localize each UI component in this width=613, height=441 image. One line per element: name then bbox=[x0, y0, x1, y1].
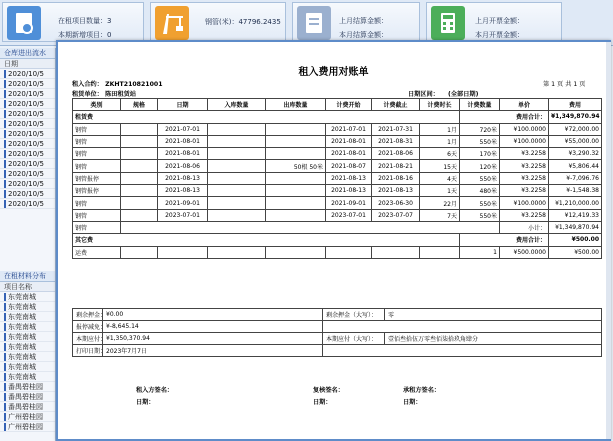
material-row[interactable]: 东莞南城 bbox=[0, 352, 55, 362]
summary-body bbox=[73, 309, 602, 357]
cell-in bbox=[208, 185, 266, 197]
material-row[interactable]: 番禺碧桂园 bbox=[0, 392, 55, 402]
cell-in bbox=[208, 209, 266, 221]
summary-label-2: 剩余押金（大写）： bbox=[323, 309, 385, 321]
cell-empty bbox=[121, 246, 158, 258]
cell-out bbox=[266, 123, 326, 135]
cell-cat: 钢管 bbox=[73, 209, 121, 221]
cell-in bbox=[208, 172, 266, 184]
summary-label: 剩余押金： bbox=[73, 309, 103, 321]
material-row[interactable]: 广州碧桂园 bbox=[0, 422, 55, 432]
signature-date: 日期： bbox=[313, 399, 332, 406]
material-row[interactable]: 东莞南城 bbox=[0, 292, 55, 302]
material-row[interactable]: 东莞南城 bbox=[0, 362, 55, 372]
cell-out bbox=[266, 148, 326, 160]
panel-title-flow: 仓库进出流水 bbox=[0, 48, 55, 59]
cell-date: 2021-08-01 bbox=[158, 135, 208, 147]
stat-settle-this: 本月结算金额： bbox=[339, 31, 388, 39]
rental-material-panel bbox=[0, 271, 55, 432]
cell-price: ¥3.2258 bbox=[500, 148, 549, 160]
table-row[interactable] bbox=[73, 185, 602, 197]
cell-start: 2021-08-07 bbox=[326, 160, 372, 172]
cell-start: 2021-08-01 bbox=[326, 148, 372, 160]
cell-cat: 钢管 bbox=[73, 148, 121, 160]
summary-row bbox=[73, 345, 602, 357]
cell-start: 2021-08-13 bbox=[326, 172, 372, 184]
summary-empty bbox=[323, 321, 602, 333]
rental-group-row-total: ¥1,349,870.94 bbox=[549, 111, 602, 123]
cell-end: 2021-08-16 bbox=[372, 172, 420, 184]
column-header: 计费截止 bbox=[372, 99, 420, 111]
table-row[interactable] bbox=[73, 123, 602, 135]
stat-invoice-last: 上月开票金额： bbox=[475, 17, 524, 25]
signature-date: 日期： bbox=[403, 399, 422, 406]
cell-fee: ¥12,419.33 bbox=[549, 209, 602, 221]
cell-fee: ¥-1,548.38 bbox=[549, 185, 602, 197]
table-row[interactable] bbox=[73, 148, 602, 160]
cell-in bbox=[208, 123, 266, 135]
cell-qty: 720米 bbox=[460, 123, 500, 135]
stat-settlement[interactable] bbox=[292, 2, 420, 42]
cell-qty: 480米 bbox=[460, 185, 500, 197]
date-range-value: (全部日期) bbox=[448, 91, 479, 98]
column-header: 日期 bbox=[158, 99, 208, 111]
cell-empty bbox=[158, 246, 208, 258]
column-header: 规格 bbox=[121, 99, 158, 111]
signature-date: 日期： bbox=[136, 399, 155, 406]
cell-spec bbox=[121, 209, 158, 221]
signature-label: 复核签名： bbox=[313, 387, 344, 394]
cell-in bbox=[208, 197, 266, 209]
cell-empty bbox=[208, 246, 266, 258]
flow-row[interactable]: 2020/10/5 bbox=[0, 129, 55, 139]
warehouse-flow-panel bbox=[0, 48, 55, 209]
cell-end: 2021-08-06 bbox=[372, 148, 420, 160]
flow-row[interactable]: 2020/10/5 bbox=[0, 149, 55, 159]
cell-qty: 170米 bbox=[460, 148, 500, 160]
other-group-row-total: ¥500.00 bbox=[549, 234, 602, 246]
cell-out bbox=[266, 135, 326, 147]
cell-empty bbox=[372, 246, 420, 258]
cell-empty bbox=[420, 246, 460, 258]
signature-label: 租入方签名： bbox=[136, 387, 174, 394]
cell-cat: 钢管报停 bbox=[73, 172, 121, 184]
cell-in bbox=[208, 135, 266, 147]
date-range-label: 日期区间： bbox=[408, 91, 439, 98]
cell-qty: 1 bbox=[460, 246, 500, 258]
cell-fee: ¥55,000.00 bbox=[549, 135, 602, 147]
column-header: 类别 bbox=[73, 99, 121, 111]
flow-row[interactable]: 2020/10/5 bbox=[0, 169, 55, 179]
flow-row[interactable]: 2020/10/5 bbox=[0, 69, 55, 79]
table-row[interactable] bbox=[73, 209, 602, 221]
cell-cat: 运费 bbox=[73, 246, 121, 258]
cell-end: 2023-07-07 bbox=[372, 209, 420, 221]
material-row[interactable]: 番禺碧桂园 bbox=[0, 382, 55, 392]
cell-out: 50根 50米 bbox=[266, 160, 326, 172]
summary-row bbox=[73, 321, 602, 333]
cell-price: ¥100.0000 bbox=[500, 135, 549, 147]
column-header: 费用 bbox=[549, 99, 602, 111]
signature-label: 承租方签名： bbox=[403, 387, 441, 394]
cell-dur: 15天 bbox=[420, 160, 460, 172]
material-list bbox=[0, 292, 55, 432]
report-window bbox=[56, 40, 611, 441]
cell-out bbox=[266, 172, 326, 184]
cell-price: ¥3.2258 bbox=[500, 172, 549, 184]
flow-row[interactable]: 2020/10/5 bbox=[0, 189, 55, 199]
cell-date: 2021-07-01 bbox=[158, 123, 208, 135]
page-indicator: 第 1 页 共 1 页 bbox=[543, 81, 586, 88]
table-row[interactable] bbox=[73, 197, 602, 209]
calculator-icon bbox=[431, 6, 465, 40]
cell-out bbox=[266, 197, 326, 209]
cell-end: 2023-06-30 bbox=[372, 197, 420, 209]
cell-spec bbox=[121, 135, 158, 147]
cell-price: ¥100.0000 bbox=[500, 197, 549, 209]
cell-price: ¥500.0000 bbox=[500, 246, 549, 258]
cell-cat: 钢管报停 bbox=[73, 185, 121, 197]
document-icon bbox=[297, 6, 331, 40]
cell-price: ¥3.2258 bbox=[500, 209, 549, 221]
material-row[interactable]: 东莞南城 bbox=[0, 372, 55, 382]
material-row[interactable]: 东莞南城 bbox=[0, 342, 55, 352]
column-header-date[interactable]: 日期 bbox=[0, 59, 55, 69]
table-row[interactable] bbox=[73, 172, 602, 184]
cell-dur: 6天 bbox=[420, 148, 460, 160]
cell-start: 2021-08-01 bbox=[326, 135, 372, 147]
cell-fee: ¥72,000.00 bbox=[549, 123, 602, 135]
cell-qty: 120米 bbox=[460, 160, 500, 172]
table-row[interactable] bbox=[73, 135, 602, 147]
stat-projects-count: 在租项目数量：3 bbox=[58, 17, 112, 25]
other-group-row-total-label: 费用合计： bbox=[460, 234, 549, 246]
stat-projects[interactable] bbox=[2, 2, 144, 42]
cell-spec bbox=[121, 185, 158, 197]
material-row[interactable]: 东莞南城 bbox=[0, 332, 55, 342]
cell-start: 2023-07-01 bbox=[326, 209, 372, 221]
cell-qty: 550米 bbox=[460, 209, 500, 221]
summary-value: ¥1,350,370.94 bbox=[103, 333, 323, 345]
cell-qty: 550米 bbox=[460, 135, 500, 147]
material-row[interactable]: 广州碧桂园 bbox=[0, 412, 55, 422]
cell-end: 2021-07-31 bbox=[372, 123, 420, 135]
table-header-row bbox=[73, 99, 602, 111]
summary-value: ¥0.00 bbox=[103, 309, 323, 321]
material-row[interactable]: 东莞南城 bbox=[0, 322, 55, 332]
lease-unit: 租赁单位： 陈田租赁站 bbox=[72, 91, 137, 98]
material-row[interactable]: 东莞南城 bbox=[0, 312, 55, 322]
cell-spec bbox=[121, 197, 158, 209]
column-header: 出库数量 bbox=[266, 99, 326, 111]
cell-spec bbox=[121, 172, 158, 184]
cell-date: 2021-08-13 bbox=[158, 172, 208, 184]
cell-date: 2023-07-01 bbox=[158, 209, 208, 221]
report-title: 租入费用对账单 bbox=[298, 67, 369, 78]
column-header: 计费数量 bbox=[460, 99, 500, 111]
flow-row[interactable]: 2020/10/5 bbox=[0, 139, 55, 149]
cell-date: 2021-09-01 bbox=[158, 197, 208, 209]
cell-qty: 550米 bbox=[460, 172, 500, 184]
other-group-row-label: 其它费 bbox=[73, 234, 460, 246]
summary-label: 报停减免： bbox=[73, 321, 103, 333]
panel-title-material: 在租材料分布 bbox=[0, 271, 55, 282]
flow-row[interactable]: 2020/10/5 bbox=[0, 119, 55, 129]
stat-settle-last: 上月结算金额： bbox=[339, 17, 388, 25]
summary-table bbox=[72, 308, 602, 357]
flow-row[interactable]: 2020/10/5 bbox=[0, 99, 55, 109]
cell-out bbox=[266, 185, 326, 197]
flow-row[interactable]: 2020/10/5 bbox=[0, 109, 55, 119]
cell-start: 2021-09-01 bbox=[326, 197, 372, 209]
cell-cat: 钢管 bbox=[73, 160, 121, 172]
material-row[interactable]: 东莞南城 bbox=[0, 302, 55, 312]
cell-fee: ¥-7,096.76 bbox=[549, 172, 602, 184]
stat-projects-new: 本期新增项目：0 bbox=[58, 31, 112, 39]
cell-spec bbox=[121, 123, 158, 135]
vertical-scrollbar[interactable] bbox=[606, 42, 611, 439]
stat-invoice-this: 本月开票金额： bbox=[475, 31, 524, 39]
summary-empty bbox=[323, 345, 602, 357]
table-body bbox=[73, 111, 602, 259]
cell-spec bbox=[121, 148, 158, 160]
stat-steel[interactable] bbox=[150, 2, 286, 42]
summary-label: 本期应付： bbox=[73, 333, 103, 345]
crane-icon bbox=[155, 6, 189, 40]
cell-end: 2021-08-21 bbox=[372, 160, 420, 172]
column-header: 计费开始 bbox=[326, 99, 372, 111]
cell-dur: 1月 bbox=[420, 123, 460, 135]
rental-group-row bbox=[73, 111, 602, 123]
cell-dur: 7天 bbox=[420, 209, 460, 221]
cell-price: ¥3.2258 bbox=[500, 185, 549, 197]
subtotal-empty bbox=[121, 221, 500, 233]
subtotal-row bbox=[73, 221, 602, 233]
flow-row[interactable]: 2020/10/5 bbox=[0, 199, 55, 209]
column-header-project[interactable]: 项目名称 bbox=[0, 282, 55, 292]
cell-end: 2021-08-31 bbox=[372, 135, 420, 147]
column-header: 计费时长 bbox=[420, 99, 460, 111]
table-row[interactable] bbox=[73, 160, 602, 172]
left-panel bbox=[0, 48, 56, 441]
column-header: 单价 bbox=[500, 99, 549, 111]
flow-row[interactable]: 2020/10/5 bbox=[0, 159, 55, 169]
cell-spec bbox=[121, 160, 158, 172]
cell-dur: 22月 bbox=[420, 197, 460, 209]
cell-cat: 钢管 bbox=[73, 197, 121, 209]
stat-invoice[interactable] bbox=[426, 2, 562, 42]
cell-price: ¥3.2258 bbox=[500, 160, 549, 172]
cell-date: 2021-08-06 bbox=[158, 160, 208, 172]
cell-price: ¥100.0000 bbox=[500, 123, 549, 135]
cell-fee: ¥3,290.32 bbox=[549, 148, 602, 160]
stat-steel-value: 钢管(米)：47796.2435 bbox=[205, 18, 281, 26]
flow-row[interactable]: 2020/10/5 bbox=[0, 179, 55, 189]
summary-label-2: 本期应付（大写）： bbox=[323, 333, 385, 345]
cell-cat: 钢管 bbox=[73, 135, 121, 147]
contract-number: 租入合约： ZKHT210821001 bbox=[72, 81, 163, 88]
cell-end: 2021-08-13 bbox=[372, 185, 420, 197]
flow-row[interactable]: 2020/10/5 bbox=[0, 79, 55, 89]
cell-empty bbox=[326, 246, 372, 258]
cell-start: 2021-08-13 bbox=[326, 185, 372, 197]
cell-fee: ¥5,806.44 bbox=[549, 160, 602, 172]
subtotal-value: ¥1,349,870.94 bbox=[549, 221, 602, 233]
gear-doc-icon bbox=[7, 6, 41, 40]
summary-value: ¥-8,645.14 bbox=[103, 321, 323, 333]
other-group-row bbox=[73, 234, 602, 246]
cell-cat: 钢管 bbox=[73, 123, 121, 135]
flow-list bbox=[0, 69, 55, 209]
cell-fee: ¥1,210,000.00 bbox=[549, 197, 602, 209]
cell-dur: 4天 bbox=[420, 172, 460, 184]
summary-row bbox=[73, 333, 602, 345]
material-row[interactable]: 番禺碧桂园 bbox=[0, 402, 55, 412]
summary-value-2: 零 bbox=[385, 309, 602, 321]
rental-group-row-total-label: 费用合计： bbox=[460, 111, 549, 123]
statement-table bbox=[72, 98, 602, 259]
cell-date: 2021-08-13 bbox=[158, 185, 208, 197]
summary-label: 打印日期： bbox=[73, 345, 103, 357]
cell-in bbox=[208, 148, 266, 160]
rental-group-row-label: 租赁费 bbox=[73, 111, 460, 123]
summary-value-2: 壹佰叁拾伍万零叁佰柒拾玖角肆分 bbox=[385, 333, 602, 345]
cell-fee: ¥500.00 bbox=[549, 246, 602, 258]
table-row[interactable] bbox=[73, 246, 602, 258]
summary-value: 2023年7月7日 bbox=[103, 345, 323, 357]
cell-dur: 1天 bbox=[420, 185, 460, 197]
subtotal-category: 钢管 bbox=[73, 221, 121, 233]
cell-dur: 1月 bbox=[420, 135, 460, 147]
subtotal-label: 小计： bbox=[500, 221, 549, 233]
cell-start: 2021-07-01 bbox=[326, 123, 372, 135]
cell-qty: 550米 bbox=[460, 197, 500, 209]
summary-row bbox=[73, 309, 602, 321]
cell-in bbox=[208, 160, 266, 172]
cell-empty bbox=[266, 246, 326, 258]
cell-out bbox=[266, 209, 326, 221]
flow-row[interactable]: 2020/10/5 bbox=[0, 89, 55, 99]
cell-date: 2021-08-01 bbox=[158, 148, 208, 160]
column-header: 入库数量 bbox=[208, 99, 266, 111]
